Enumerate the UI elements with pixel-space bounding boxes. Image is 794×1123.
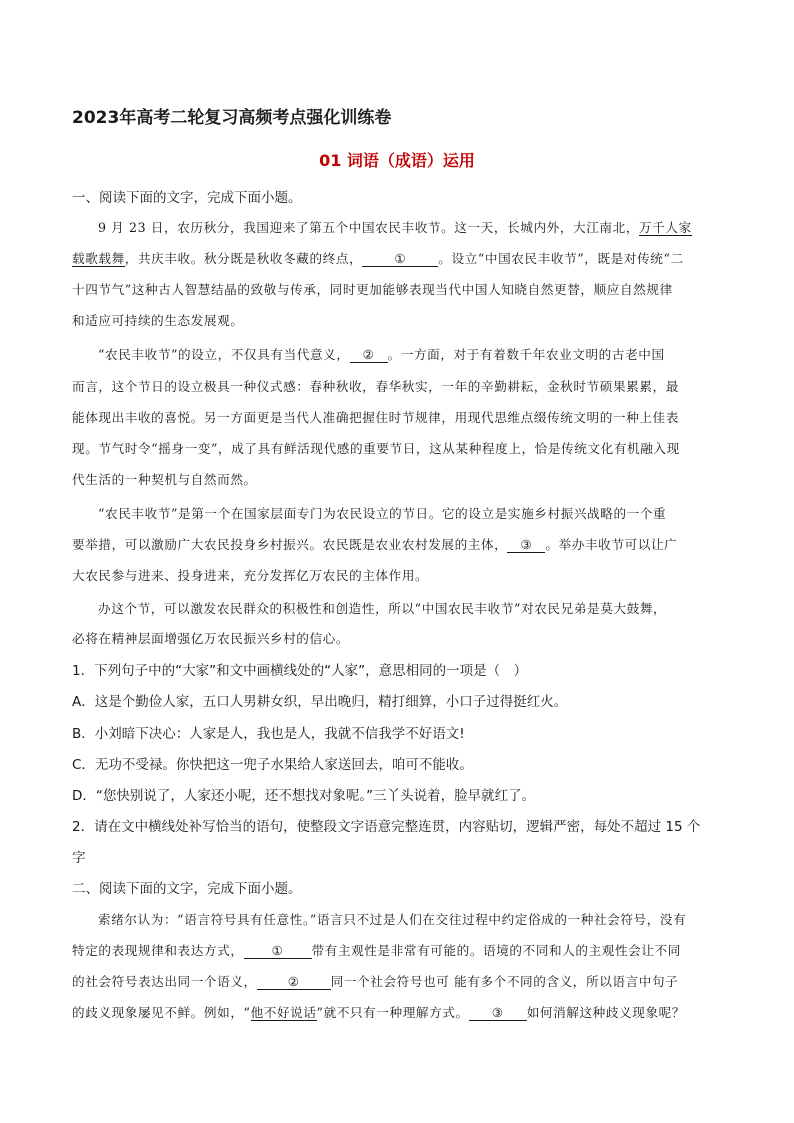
document-title: 2023年高考二轮复习高频考点强化训练卷: [72, 108, 392, 128]
p3-text: 要举措，可以激励广大农民投身乡村振兴。农民既是农业农村发展的主体，: [72, 537, 508, 552]
underlined-phrase: 载歌载舞: [72, 251, 125, 266]
part2-line2: [72, 940, 722, 959]
p3-line3: 大农民参与进来、投身进来，充分发挥亿万农民的主体作用。: [72, 568, 429, 583]
p2-text: 。一方面，对于有着数千年农业文明的古老中国: [387, 347, 665, 362]
option-c[interactable]: C．无功不受禄。你快把这一兜子水果给人家送回去，咱可不能收。: [72, 757, 473, 773]
p2-line5: 代生活的一种契机与自然而然。: [72, 472, 257, 487]
p1-text: ，共庆丰收。秋分既是秋收冬藏的终点，: [124, 251, 363, 266]
part2-line4: [72, 1002, 722, 1021]
p1-text: 9 月 23 日，农历秋分，我国迎来了第五个中国农民丰收节。这一天，长城内外，大江南北，: [98, 220, 640, 235]
question-1: 1．下列句子中的“大家”和文中画横线处的“人家”，意思相同的一项是（ ）: [72, 663, 528, 679]
p4-line2: 必将在精神层面增强亿万农民振兴乡村的信心。: [72, 631, 350, 646]
part2-text: 的社会符号表达出同一个语义，: [72, 974, 257, 989]
p1-line4: 和适应可持续的生态发展观。: [72, 313, 244, 328]
underlined-phrase: 万千人家: [639, 220, 692, 235]
p2-line4: 现。节气时令“摇身一变”，成了具有鲜活现代感的重要节日，这从某种程度上，恰是传统文化有机融入现: [72, 441, 680, 456]
answer-blank-3[interactable]: ③: [507, 538, 545, 553]
part1-heading: 一、阅读下面的文字，完成下面小题。: [72, 190, 302, 206]
underlined-phrase: 他不好说话: [250, 1005, 317, 1020]
p4-line1: 办这个节，可以激发农民群众的积极性和创造性，所以“中国农民丰收节”对农民兄弟是莫大鼓舞，: [98, 601, 667, 616]
p3-text: 。举办丰收节可以让广: [545, 537, 678, 552]
part2-line1: 索绪尔认为：“语言符号具有任意性。”语言只不过是人们在交往过程中约定俗成的一种社会符号，没有: [98, 912, 687, 927]
question-2-cont: 字: [72, 850, 86, 866]
part2-text: 同一个社会符号也可 能有多个不同的含义，所以语言中句子: [330, 974, 679, 989]
p2-text: “农民丰收节”的设立，不仅具有当代意义，: [98, 347, 350, 362]
answer-blank-p2-3[interactable]: ③: [469, 1006, 527, 1021]
part2-text: ”就不只有一种理解方式。: [316, 1005, 469, 1020]
question-2: 2．请在文中横线处补写恰当的语句，使整段文字语意完整连贯，内容贴切，逻辑严密，每处不超过 15 个: [72, 819, 701, 835]
option-b[interactable]: B．小刘暗下决心：人家是人，我也是人，我就不信我学不好语文!: [72, 726, 465, 742]
p2-line3: 能体现出丰收的喜悦。另一方面更是当代人准确把握住时节规律，用现代思维点缀传统文明的一种上佳表: [72, 410, 679, 425]
p1-line2: [72, 248, 722, 267]
p3-line1: “农民丰收节”是第一个在国家层面专门为农民设立的节日。它的设立是实施乡村振兴战略的一个重: [98, 506, 667, 521]
answer-blank-1[interactable]: ①: [362, 252, 438, 267]
part2-text: 带有主观性是非常有可能的。语境的不同和人的主观性会让不同: [311, 943, 681, 958]
p3-line2: [72, 534, 722, 553]
answer-blank-p2-2[interactable]: ②: [257, 975, 331, 990]
part2-text: 特定的表现规律和表达方式，: [72, 943, 244, 958]
answer-blank-p2-1[interactable]: ①: [244, 944, 312, 959]
answer-blank-2[interactable]: ②: [350, 348, 388, 363]
p2-line2: 而言，这个节日的设立极具一种仪式感：春种秋收，春华秋实，一年的辛勤耕耘，金秋时节硕果累累，最: [72, 379, 679, 394]
option-d[interactable]: D．“您快别说了，人家还小呢，还不想找对象呢。”三丫头说着，脸早就红了。: [72, 788, 536, 804]
option-a[interactable]: A．这是个勤俭人家，五口人男耕女织，早出晚归，精打细算，小口子过得挺红火。: [72, 694, 568, 710]
part2-line3: [72, 971, 722, 990]
p2-line1: [98, 344, 722, 363]
p1-line1: [98, 217, 722, 236]
p1-line3: 十四节气”这种古人智慧结晶的致敬与传承，同时更加能够表现当代中国人知晓自然更替，顺应自然规律: [72, 282, 673, 297]
section-title: 01 词语（成语）运用: [319, 151, 475, 170]
part2-text: 如何消解这种歧义现象呢？: [526, 1005, 686, 1020]
part2-text: 的歧义现象屡见不鲜。例如，“: [72, 1005, 251, 1020]
p1-text: 。设立“中国农民丰收节”，既是对传统“二: [438, 251, 684, 266]
part2-heading: 二、阅读下面的文字，完成下面小题。: [72, 881, 302, 897]
